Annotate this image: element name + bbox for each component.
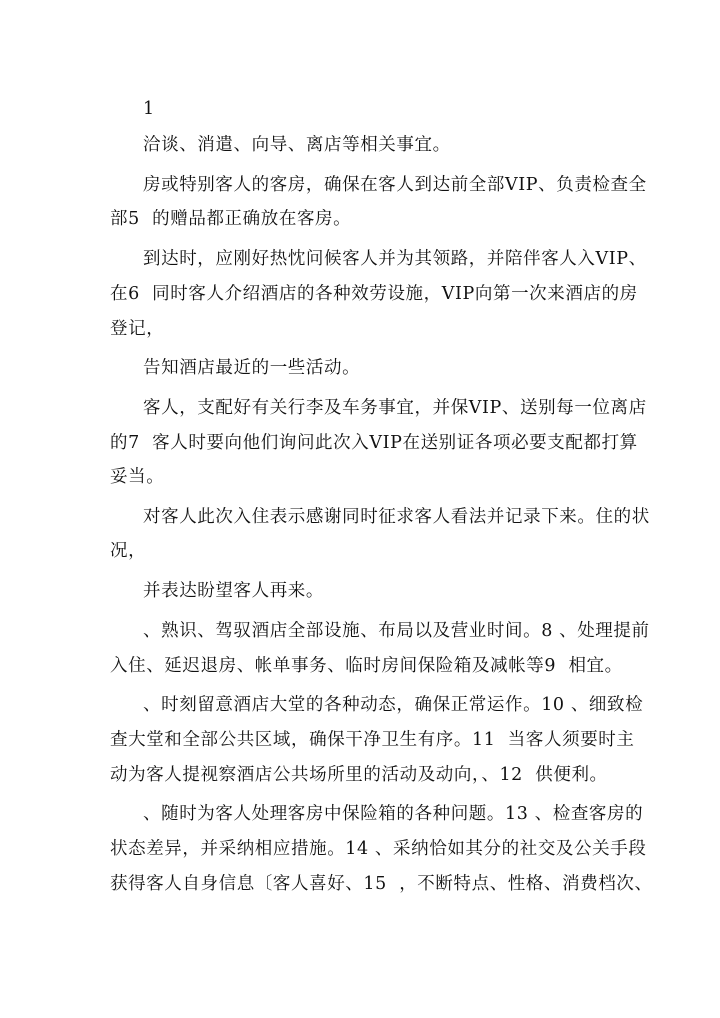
text-line: 状态差异，并采纳相应措施。14 、采纳恰如其分的社交及公关手段 [110,839,647,859]
text-line: 洽谈、消遣、向导、离店等相关事宜。 [143,135,451,155]
text-line: 获得客人自身信息〔客人喜好、15 ，不断特点、性格、消费档次、 [110,874,653,894]
text-line: 、熟识、驾驭酒店全部设施、布局以及营业时间。8 、处理提前 [143,621,650,641]
text-line: 到达时，应刚好热忱问候客人并为其领路，并陪伴客人入VIP、 [143,249,647,269]
text-line: 况， [110,541,147,561]
text-line: 部5 的赠品都正确放在客房。 [110,209,352,229]
page-number: 1 [143,99,155,119]
text-line: 在6 同时客人介绍酒店的各种效劳设施，VIP向第一次来酒店的房 [110,284,638,304]
text-line: 、随时为客人处理客房中保险箱的各种问题。13 、检查客房的 [143,804,644,824]
text-line: 客人，支配好有关行李及车务事宜，并保VIP、送别每一位离店 [143,398,647,418]
text-line: 妥当。 [110,467,165,487]
text-line: 查大堂和全部公共区域，确保干净卫生有序。11 当客人须要时主 [110,730,635,750]
text-line: 房或特别客人的客房，确保在客人到达前全部VIP、负责检查全 [143,175,647,195]
text-line: 的7 客人时要向他们询问此次入VIP在送别证各项必要支配都打算 [110,433,638,453]
text-line: 告知酒店最近的一些活动。 [143,358,361,378]
text-line: 对客人此次入住表示感谢同时征求客人看法并记录下来。住的状 [143,507,650,527]
text-line: 并表达盼望客人再来。 [143,581,324,601]
text-line: 动为客人提视察酒店公共场所里的活动及动向，、12 供便利。 [110,765,608,785]
text-line: 登记， [110,319,165,339]
text-line: 、时刻留意酒店大堂的各种动态，确保正常运作。10 、细致检 [143,695,644,715]
text-line: 入住、延迟退房、帐单事务、临时房间保险箱及减帐等9 相宜。 [110,656,623,676]
